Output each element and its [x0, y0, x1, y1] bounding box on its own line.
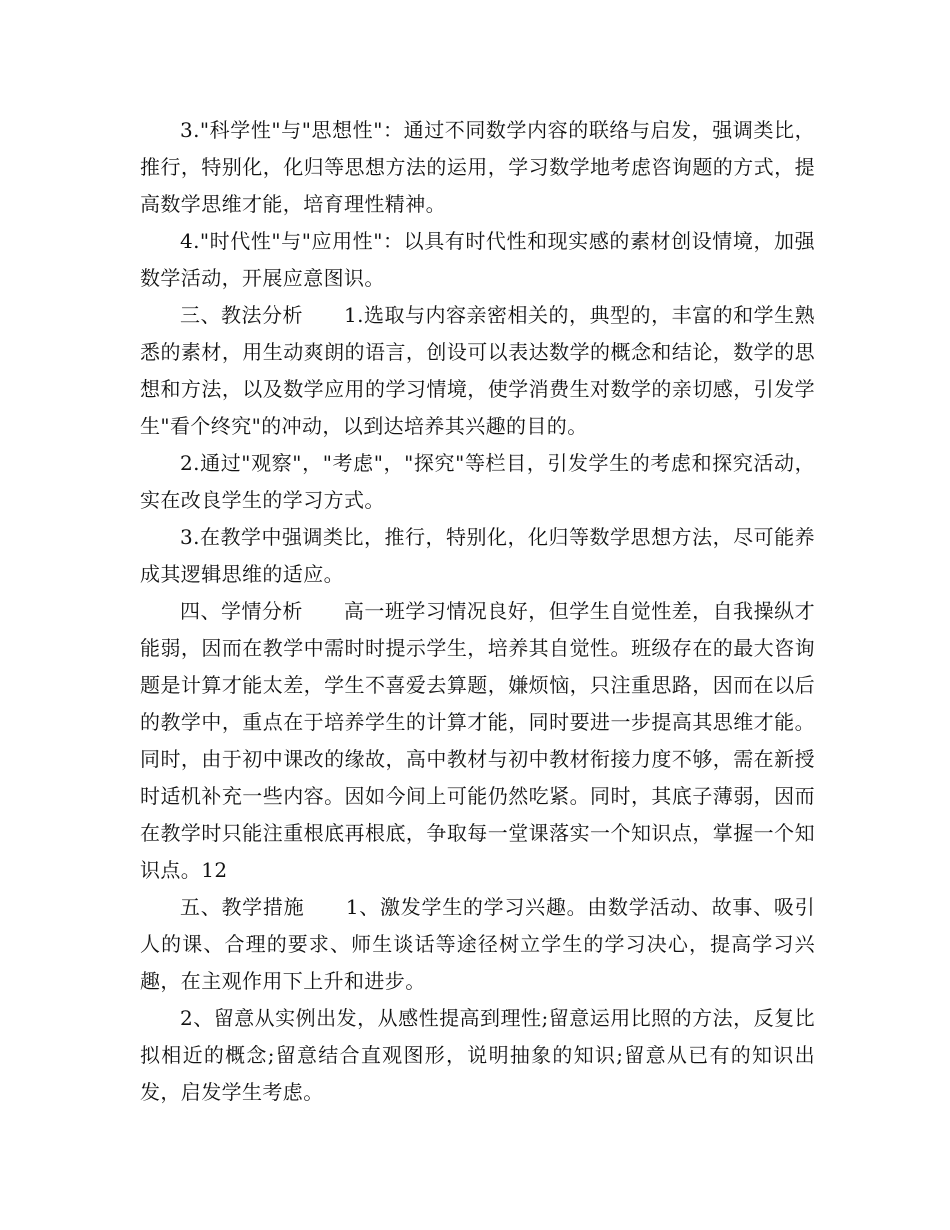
paragraph-era-application: 4."时代性"与"应用性"：以具有时代性和现实感的素材创设情境，加强数学活动，开展应意图识。: [140, 229, 815, 290]
document-body: [140, 112, 815, 1111]
paragraph-from-examples: 2、留意从实例出发，从感性提高到理性;留意运用比照的方法，反复比拟相近的概念;留意结合直观图形，说明抽象的知识;留意从已有的知识出发，启发学生考虑。: [140, 1006, 815, 1104]
paragraph-scientific-thought: 3."科学性"与"思想性"：通过不同数学内容的联络与启发，强调类比，推行，特别化，化归等思想方法的运用，学习数学地考虑咨询题的方式，提高数学思维才能，培育理性精神。: [140, 118, 815, 216]
paragraph-teaching-method-analysis: 三、教法分析 1.选取与内容亲密相关的，典型的，丰富的和学生熟悉的素材，用生动爽朗的语言，创设可以表达数学的概念和结论，数学的思想和方法，以及数学应用的学习情境，使学消费生对数学的亲切感，引发学生"看个终究"的冲动，以到达培养其兴趣的目的。: [140, 303, 815, 438]
paragraph-teaching-measures: 五、教学措施 1、激发学生的学习兴趣。由数学活动、故事、吸引人的课、合理的要求、师生谈话等途径树立学生的学习决心，提高学习兴趣，在主观作用下上升和进步。: [140, 895, 815, 993]
paragraph-analogy-methods: 3.在教学中强调类比，推行，特别化，化归等数学思想方法，尽可能养成其逻辑思维的适应。: [140, 525, 815, 586]
paragraph-observe-explore: 2.通过"观察"，"考虑"，"探究"等栏目，引发学生的考虑和探究活动，实在改良学生的学习方式。: [140, 451, 815, 512]
paragraph-student-analysis: 四、学情分析 高一班学习情况良好，但学生自觉性差，自我操纵才能弱，因而在教学中需时时提示学生，培养其自觉性。班级存在的最大咨询题是计算才能太差，学生不喜爱去算题，嫌烦恼，只注重思路，因而在以后的教学中，重点在于培养学生的计算才能，同时要进一步提高其思维才能。同时，由于初中课改的缘故，高中教材与初中教材衔接力度不够，需在新授时适机补充一些内容。因如今间上可能仍然吃紧。同时，其底子薄弱，因而在教学时只能注重根底再根底，争取每一堂课落实一个知识点，掌握一个知识点。12: [140, 599, 815, 882]
